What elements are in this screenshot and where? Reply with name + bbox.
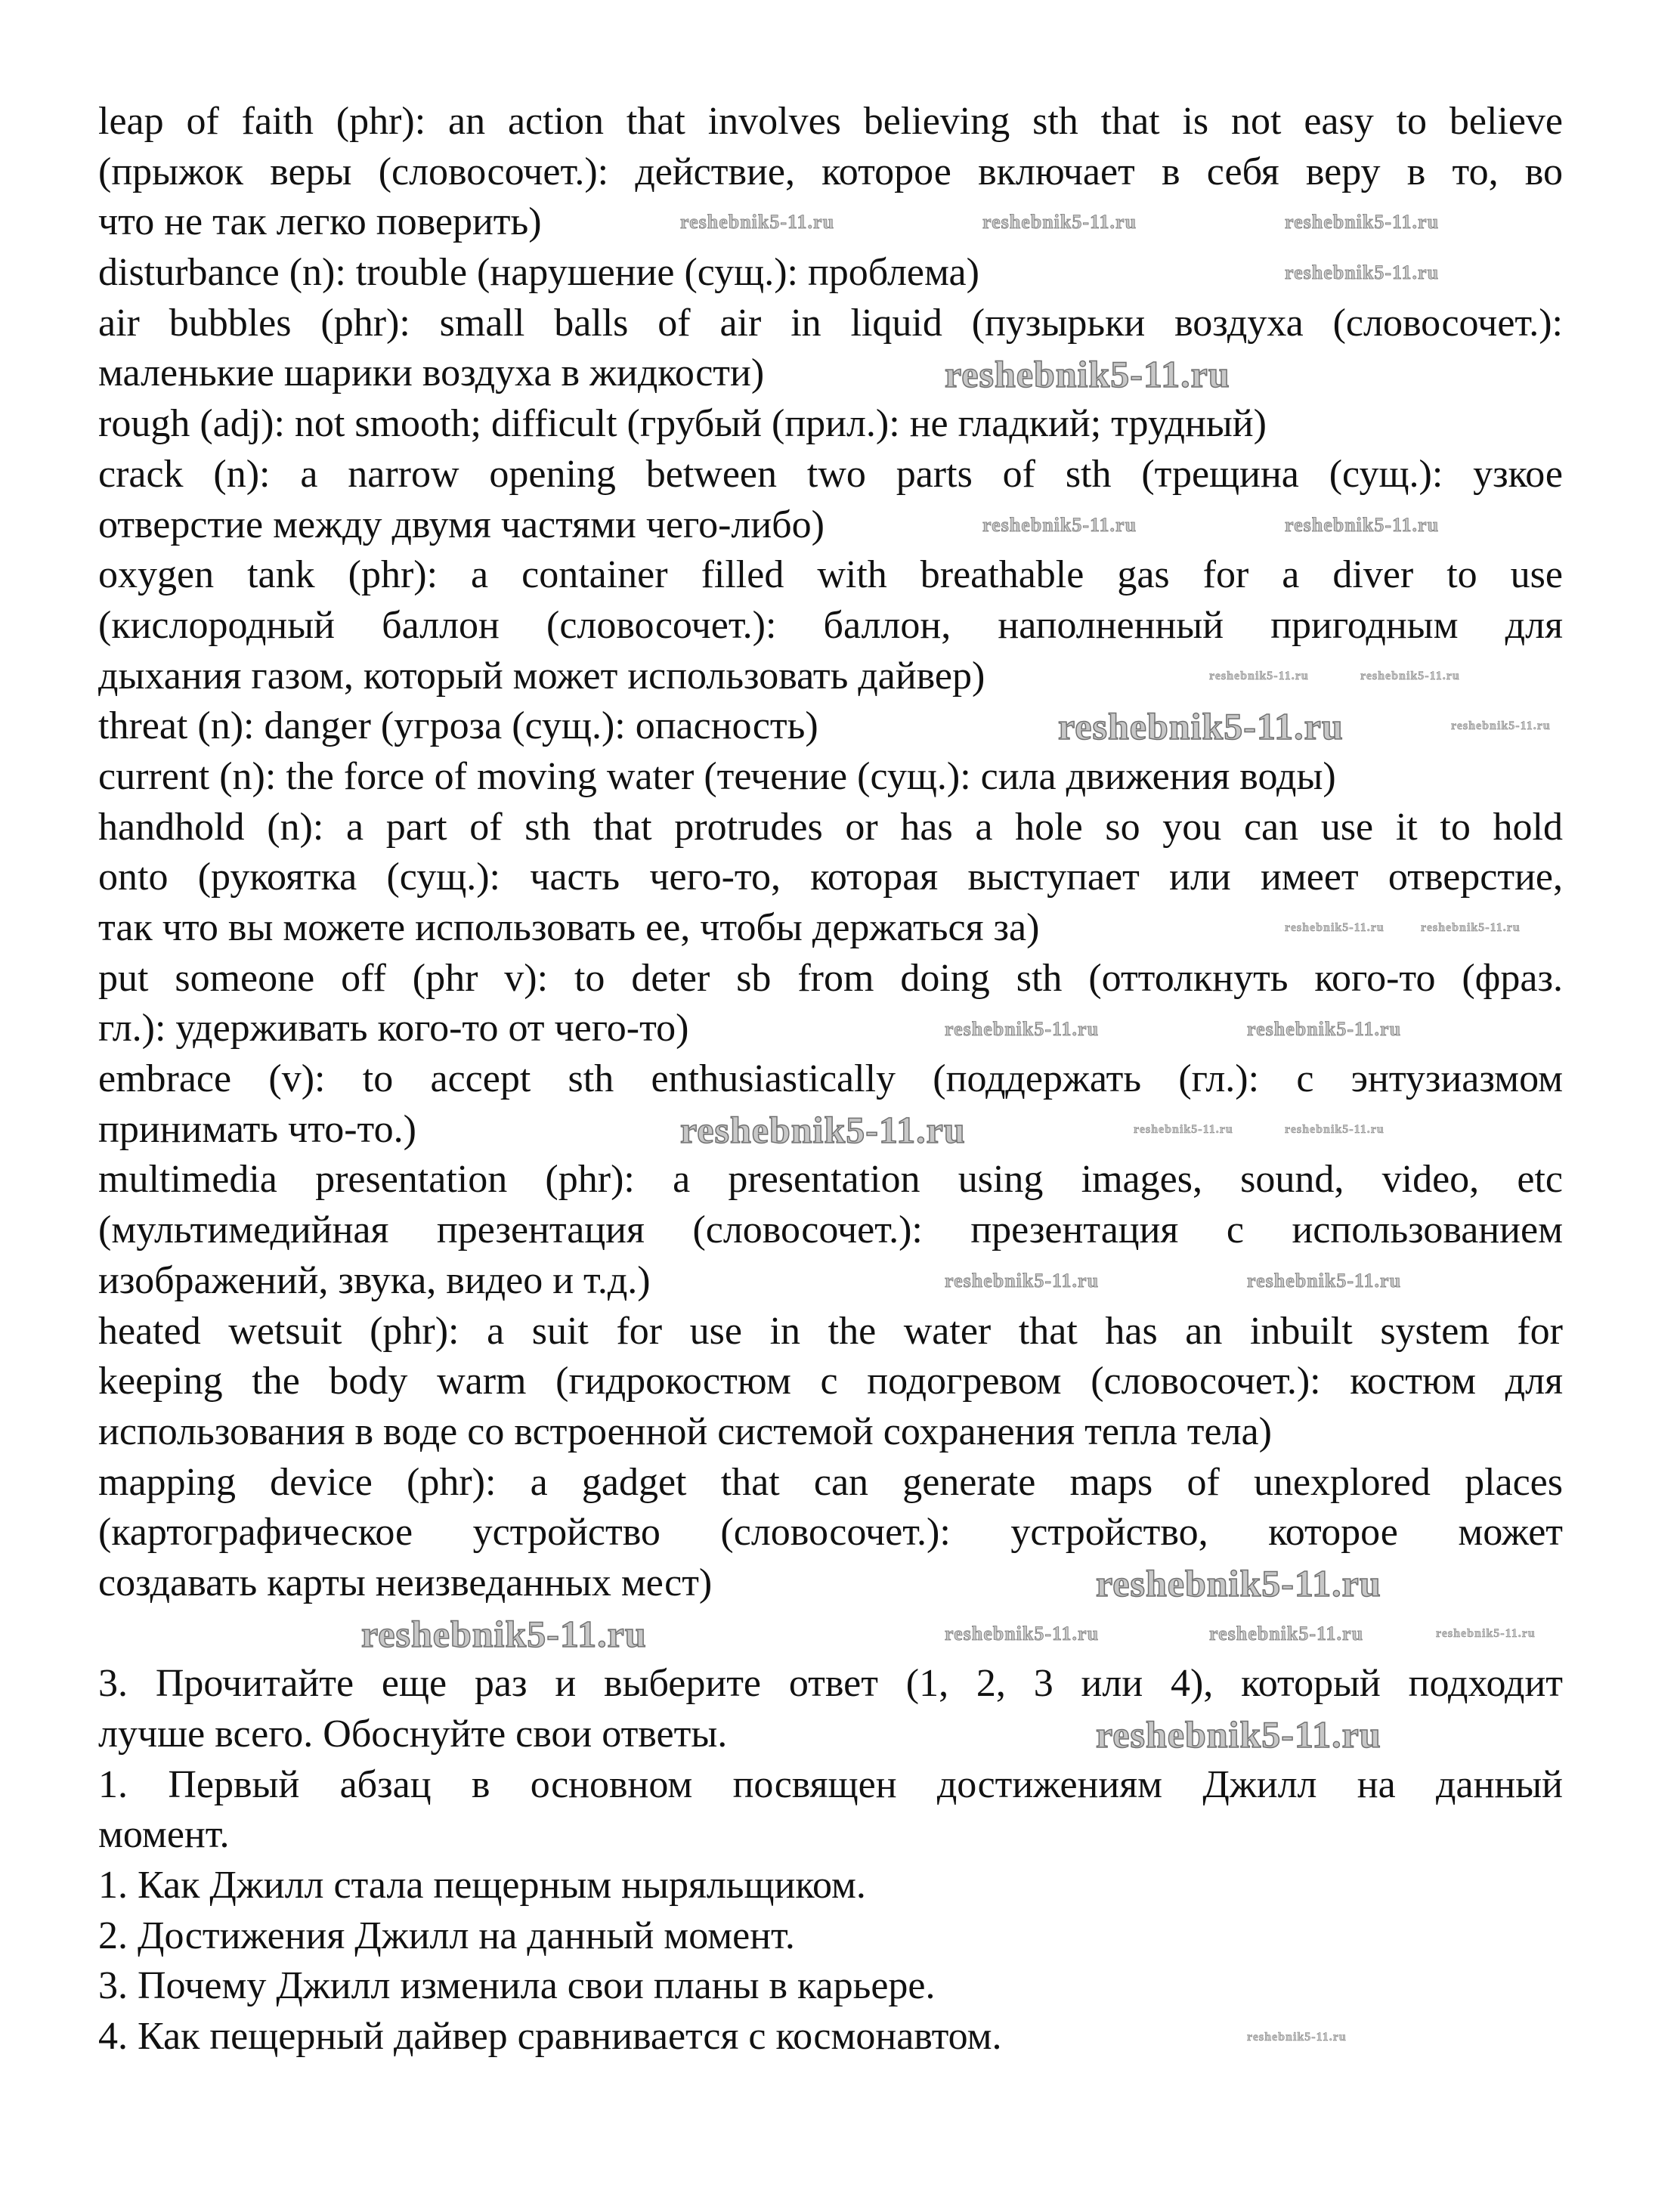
vocabulary-line: что не так легко поверить) xyxy=(98,200,542,244)
vocabulary-line: дыхания газом, который может использовать дайвер) xyxy=(98,654,985,698)
vocabulary-line: disturbance (n): trouble (нарушение (сущ.): проблема) xyxy=(98,251,979,295)
exercise-line: момент. xyxy=(98,1813,230,1857)
vocabulary-line: (прыжок веры (словосочет.): действие, которое включает в себя веру в то, во xyxy=(98,150,1563,193)
watermark: reshebnik5-11.ru xyxy=(680,1109,966,1151)
vocabulary-line: принимать что-то.) xyxy=(98,1107,416,1151)
watermark: reshebnik5-11.ru xyxy=(982,211,1137,234)
watermark: reshebnik5-11.ru xyxy=(1096,1562,1381,1605)
watermark: reshebnik5-11.ru xyxy=(945,1017,1100,1040)
document-body xyxy=(98,97,1563,2062)
watermark: reshebnik5-11.ru xyxy=(1134,1123,1233,1136)
watermark: reshebnik5-11.ru xyxy=(1451,719,1551,733)
watermark: reshebnik5-11.ru xyxy=(1285,921,1385,935)
watermark: reshebnik5-11.ru xyxy=(1360,669,1460,682)
exercise-line: лучше всего. Обоснуйте свои ответы. xyxy=(98,1713,728,1756)
vocabulary-line: keeping the body warm (гидрокостюм с подогревом (словосочет.): костюм для xyxy=(98,1360,1563,1403)
exercise-line: 4. Как пещерный дайвер сравнивается с космонавтом. xyxy=(98,2015,1002,2059)
vocabulary-line: маленькие шарики воздуха в жидкости) xyxy=(98,351,765,395)
watermark: reshebnik5-11.ru xyxy=(1096,1713,1381,1756)
watermark: reshebnik5-11.ru xyxy=(945,1623,1100,1644)
watermark: reshebnik5-11.ru xyxy=(1247,2030,1347,2044)
watermark: reshebnik5-11.ru xyxy=(1421,921,1521,935)
vocabulary-line: изображений, звука, видео и т.д.) xyxy=(98,1258,651,1302)
vocabulary-line: использования в воде со встроенной системой сохранения тепла тела) xyxy=(98,1409,1272,1453)
watermark: reshebnik5-11.ru xyxy=(1285,1123,1385,1136)
vocabulary-line: oxygen tank (phr): a container filled with breathable gas for a diver to use xyxy=(98,553,1563,597)
watermark: reshebnik5-11.ru xyxy=(1247,1017,1402,1040)
watermark: reshebnik5-11.ru xyxy=(361,1613,647,1655)
vocabulary-line: crack (n): a narrow opening between two parts of sth (трещина (сущ.): узкое xyxy=(98,452,1563,496)
exercise-line: 3. Прочитайте еще раз и выберите ответ (1, 2, 3 или 4), который подходит xyxy=(98,1662,1563,1706)
vocabulary-line: heated wetsuit (phr): a suit for use in the water that has an inbuilt system for xyxy=(98,1309,1563,1353)
watermark: reshebnik5-11.ru xyxy=(1285,211,1440,234)
watermark: reshebnik5-11.ru xyxy=(680,211,835,234)
vocabulary-line: mapping device (phr): a gadget that can generate maps of unexplored places xyxy=(98,1460,1563,1504)
vocabulary-line: embrace (v): to accept sth enthusiastically (поддержать (гл.): с энтузиазмом xyxy=(98,1057,1563,1101)
watermark: reshebnik5-11.ru xyxy=(1247,1270,1402,1292)
vocabulary-line: (мультимедийная презентация (словосочет.): презентация с использованием xyxy=(98,1208,1563,1252)
watermark: reshebnik5-11.ru xyxy=(1285,261,1440,284)
vocabulary-line: (кислородный баллон (словосочет.): баллон, наполненный пригодным для xyxy=(98,603,1563,647)
watermark: reshebnik5-11.ru xyxy=(945,352,1230,395)
vocabulary-line: создавать карты неизведанных мест) xyxy=(98,1561,713,1604)
watermark: reshebnik5-11.ru xyxy=(1285,513,1440,536)
vocabulary-line: leap of faith (phr): an action that involves believing sth that is not easy to believe xyxy=(98,100,1563,143)
vocabulary-line: отверстие между двумя частями чего-либо) xyxy=(98,503,825,546)
watermark: reshebnik5-11.ru xyxy=(945,1270,1100,1292)
watermark: reshebnik5-11.ru xyxy=(982,513,1137,536)
vocabulary-line: onto (рукоятка (сущ.): часть чего-то, которая выступает или имеет отверстие, xyxy=(98,855,1563,899)
vocabulary-line: multimedia presentation (phr): a presentation using images, sound, video, etc xyxy=(98,1158,1563,1202)
exercise-line: 1. Первый абзац в основном посвящен достижениям Джилл на данный xyxy=(98,1762,1563,1806)
vocabulary-line: гл.): удерживать кого-то от чего-то) xyxy=(98,1007,689,1050)
exercise-line: 3. Почему Джилл изменила свои планы в карьере. xyxy=(98,1964,936,2008)
vocabulary-line: air bubbles (phr): small balls of air in liquid (пузырьки воздуха (словосочет.): xyxy=(98,301,1563,345)
vocabulary-line: threat (n): danger (угроза (сущ.): опасность) xyxy=(98,704,818,748)
vocabulary-list xyxy=(98,97,1563,1609)
vocabulary-line: put someone off (phr v): to deter sb from doing sth (оттолкнуть кого-то (фраз. xyxy=(98,956,1563,1000)
vocabulary-line: так что вы можете использовать ее, чтобы держаться за) xyxy=(98,906,1040,949)
watermark: reshebnik5-11.ru xyxy=(1058,705,1344,748)
watermark: reshebnik5-11.ru xyxy=(1209,669,1309,682)
vocabulary-line: current (n): the force of moving water (течение (сущ.): сила движения воды) xyxy=(98,754,1336,798)
watermark: reshebnik5-11.ru xyxy=(1209,1623,1364,1644)
exercise-line: 1. Как Джилл стала пещерным ныряльщиком. xyxy=(98,1864,866,1907)
vocabulary-line: rough (adj): not smooth; difficult (грубый (прил.): не гладкий; трудный) xyxy=(98,402,1267,446)
watermark: reshebnik5-11.ru xyxy=(1436,1627,1536,1640)
exercise-line: 2. Достижения Джилл на данный момент. xyxy=(98,1914,795,1957)
vocabulary-line: handhold (n): a part of sth that protrudes or has a hole so you can use it to hold xyxy=(98,805,1563,849)
vocabulary-line: (картографическое устройство (словосочет.): устройство, которое может xyxy=(98,1511,1563,1555)
